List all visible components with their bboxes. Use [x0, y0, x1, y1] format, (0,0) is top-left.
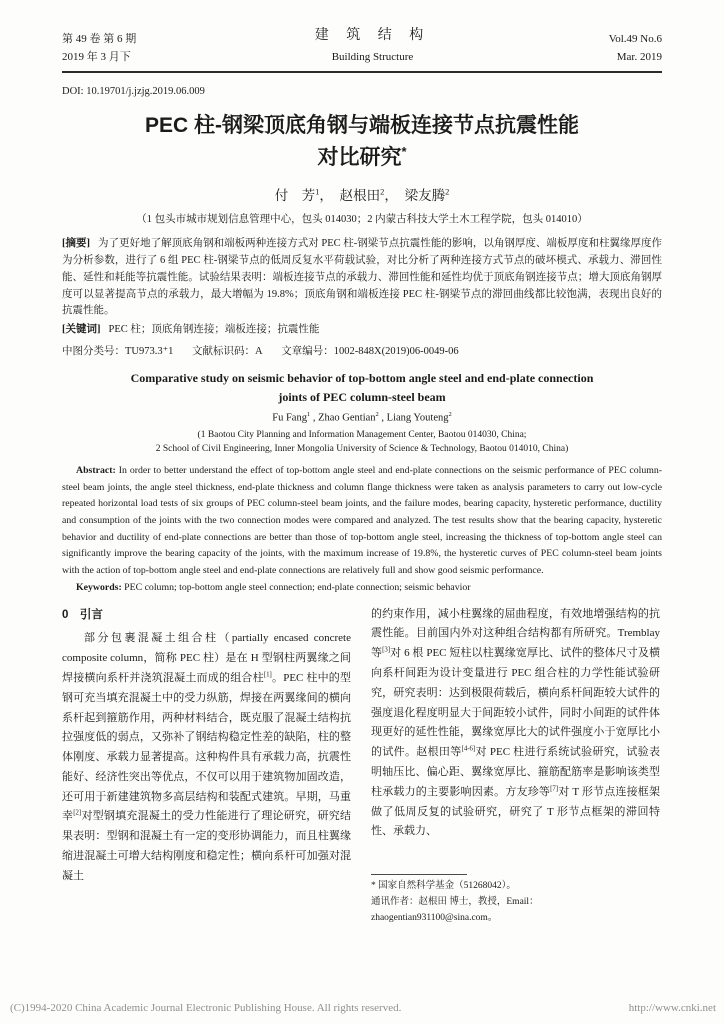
- article-id-value: 1002-848X(2019)06-0049-06: [333, 346, 459, 358]
- keywords-cn-label: [关键词]: [62, 324, 101, 336]
- keywords-en-text: PEC column; top-bottom angle steel connection; end-plate connection; seismic behavior: [121, 581, 471, 593]
- volume-number-en: Vol.49 No.6: [608, 32, 662, 45]
- footnote-corresponding-author: 通讯作者：赵根田 博士，教授，Email：zhaogentian931100@sina.com。: [371, 897, 539, 924]
- keywords-cn: [62, 322, 662, 339]
- abstract-en: [62, 463, 662, 579]
- article-title-cn: [62, 110, 662, 173]
- article-title-en-line1: Comparative study on seismic behavior of top-bottom angle steel and end-plate connection: [130, 371, 594, 386]
- journal-name-en: Building Structure: [331, 51, 414, 64]
- body-columns: [62, 605, 662, 927]
- issue-number-cn: 第 49 卷 第 6 期: [62, 32, 137, 45]
- affiliation-en: [62, 428, 662, 457]
- keywords-en: [62, 582, 662, 593]
- article-title-cn-line2: 对比研究*: [317, 143, 407, 169]
- header-issue-block: [62, 30, 136, 66]
- header-volume-block: [609, 30, 662, 66]
- body-column-right: [371, 605, 660, 927]
- body-column-left: [62, 605, 351, 927]
- article-title-cn-line1: PEC 柱-钢梁顶底角钢与端板连接节点抗震性能: [144, 114, 579, 138]
- body-paragraph-right: 的约束作用，减小柱翼缘的屈曲程度，有效地增强结构的抗震性能。目前国内外对这种组合结构都有所研究。Tremblay 等[3]对 6 根 PEC 短柱以柱翼缘宽厚比、试件的整体尺寸及横向系杆间距为设计变量进行 PEC 组合柱的力学性能试验研究，研究表明：达到极限荷载后，横向系杆间距较大试件的强度退化程度明显大于间距较小试件，同时小间距的试件体现更好的延性性能，翼缘宽厚比大的试件强度小于宽厚比小的试件。赵根田等[4-6]对 PEC 柱进行系统试验研究，试验表明轴压比、偏心距、翼缘宽厚比、箍筋配筋率是影响该类型柱承载力的主要影响因素。方友珍等[7]对 T 形节点连接框架做了低周反复的试验研究，研究了 T 形节点框架的滞回特性、承载力、: [371, 607, 660, 838]
- header-divider: [62, 71, 662, 73]
- document-code-label: 文献标识码：: [192, 346, 256, 358]
- footer-url: http://www.cnki.net: [628, 1002, 716, 1014]
- abstract-cn-text: 为了更好地了解顶底角钢和端板两种连接方式对 PEC 柱-钢梁节点抗震性能的影响，以角钢厚度、端板厚度和柱翼缘厚度作为分析参数，进行了 6 组 PEC 柱-钢梁节点的低周反复水平荷载试验，对比分析了两种连接方式节点的破坏模式、承载力、滞回性能、延性和耗能等抗震性能。试验结果表明：端板连接节点的承载力、滞回性能和延性均优于顶底角钢连接节点；增大顶底角钢厚度可以显著提高节点的承载力，最大增幅为 19.8%；顶底角钢和端板连接 PEC 柱-钢梁节点的滞回曲线都比较饱满，表现出良好的抗震性能。: [62, 238, 662, 317]
- body-paragraph-left: 部分包裹混凝土组合柱（partially encased concrete composite column，简称 PEC 柱）是在 H 型钢柱两翼缘之间焊接横向系杆并浇筑混凝土而成的组合柱[1]。PEC 柱中的型钢可充当填充混凝土中的受力纵筋，焊接在两翼缘间的横向系杆起到箍筋作用，两种材料结合，既克服了混凝土结构抗拉强度低的弱点，又弥补了钢结构稳定性差的缺陷，柱的整体刚度、承载力显著提高。这种构件具有承载力高，抗震性能好、经济性突出等优点，不仅可以用于建筑物加固改造，还可用于新建建筑物多高层结构和装配式建筑。早期，马重幸[2]对型钢填充混凝土的受力性能进行了理论研究，研究结果表明：型钢和混凝土有一定的变形协调能力，而且柱翼缘缩进混凝土可增大结构刚度和稳定性；横向系杆可加强对混凝土: [62, 632, 352, 882]
- footnote-funding: * 国家自然科学基金（51268042）。: [371, 881, 516, 892]
- cnki-footer: [10, 1002, 716, 1014]
- article-title-en: [62, 369, 662, 406]
- issue-date-cn: 2019 年 3 月下: [62, 51, 131, 64]
- abstract-cn-label: [摘要]: [62, 238, 91, 250]
- journal-name-cn: 建 筑 结 构: [314, 28, 431, 43]
- section-0-heading: 0 引言: [62, 608, 103, 621]
- abstract-en-label: Abstract:: [76, 465, 116, 477]
- clc-number: [62, 346, 173, 357]
- affiliation-cn: （1 包头市城市规划信息管理中心，包头 014030；2 内蒙古科技大学土木工程学院，包头 014010）: [136, 214, 588, 226]
- footnote-block: [371, 874, 660, 926]
- document-code-value: A: [255, 346, 263, 358]
- keywords-en-label: Keywords:: [76, 581, 122, 593]
- issue-date-en: Mar. 2019: [616, 51, 662, 64]
- document-code: [192, 346, 263, 357]
- doi-line: DOI: 10.19701/j.jzjg.2019.06.009: [62, 86, 205, 98]
- clc-value: TU973.3⁺1: [125, 346, 174, 358]
- keywords-cn-text: PEC 柱；顶底角钢连接；端板连接；抗震性能: [108, 324, 320, 336]
- authors-cn: 付 芳$^1$， 赵根田$^2$， 梁友腾$^2$: [274, 187, 450, 204]
- authors-en: Fu Fang$^1$ , Zhao Gentian$^2$ , Liang Youteng$^2$: [272, 411, 452, 424]
- footnote-divider: [371, 874, 467, 875]
- article-title-en-line2: joints of PEC column-steel beam: [278, 389, 446, 404]
- abstract-cn: [62, 236, 662, 320]
- clc-label: 中图分类号：: [62, 346, 125, 358]
- journal-header: [62, 24, 662, 66]
- english-block: [62, 369, 662, 593]
- article-id-label: 文章编号：: [281, 346, 334, 358]
- affiliation-en-line2: 2 School of Civil Engineering, Inner Mongolia University of Science & Technology, Baotou 014010, China): [155, 444, 569, 455]
- affiliation-en-line1: (1 Baotou City Planning and Information Management Center, Baotou 014030, China;: [197, 429, 527, 440]
- journal-title-block: [315, 24, 431, 66]
- footer-copyright: (C)1994-2020 China Academic Journal Electronic Publishing House. All rights reserved.: [10, 1002, 402, 1014]
- abstract-en-text: In order to better understand the effect of top-bottom angle steel and end-plate connections on the seismic performance of PEC column-steel beam joints, the angle steel thickness, end-plate thickness and column flange thickness were taken as analysis parameters to carry out low-cycle repeated horizontal load tests of six groups of PEC column-steel beam joints, and the failure modes, bearing capacity, hysteretic performance, ductility and consumption of the joints with the two connection modes were compared and analyzed. The test results show that the bearing capacity, hysteretic behavior and ductility of end-plate connections are better than those of top-bottom angle steel, increasing the thickness of top-bottom angle steel can significantly improve the bearing capacity of the joints, with the maximum increase of 19.8%, the hysteretic curves of PEC column-steel beam joints with the action of top-bottom angle steel and end-plate connections are relatively full and show good seismic performance.: [62, 465, 662, 576]
- article-id: [281, 346, 458, 357]
- classification-line: [62, 343, 662, 358]
